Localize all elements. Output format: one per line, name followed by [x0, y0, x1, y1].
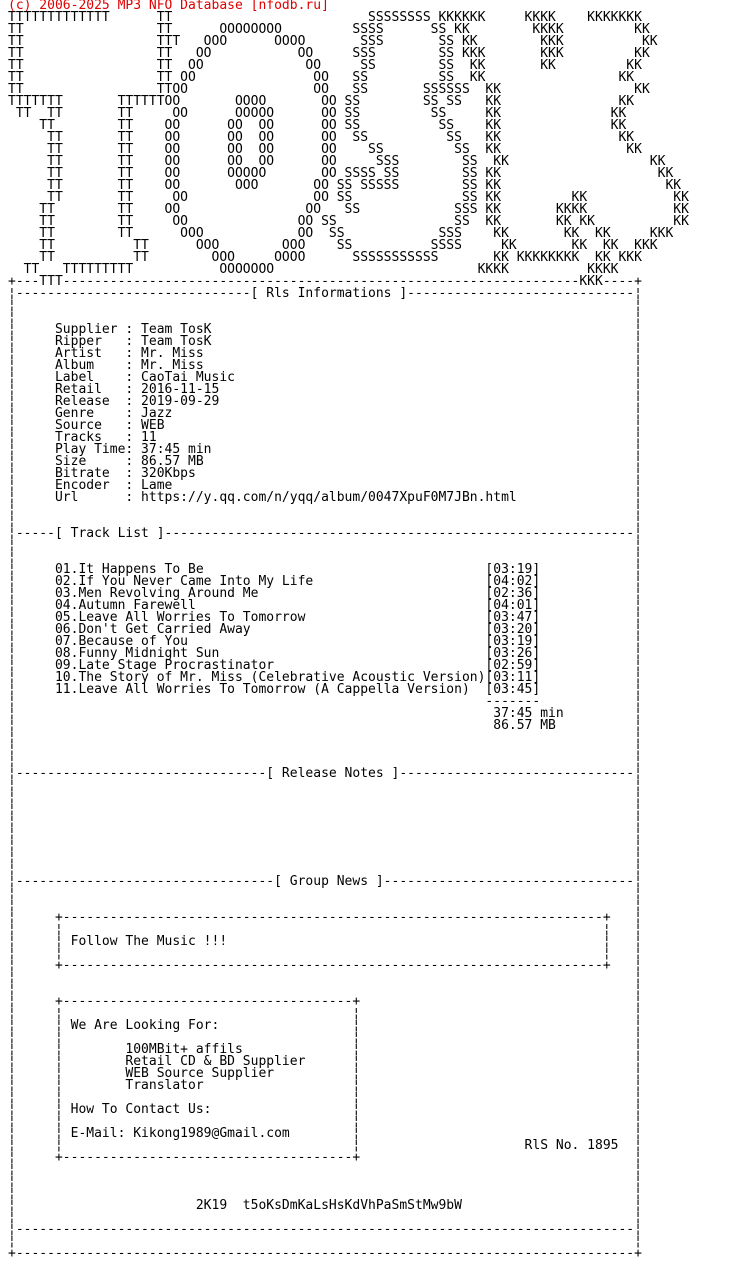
nfo-line: ¦ ¦ ¦ ¦	[8, 1030, 642, 1045]
nfo-line: ¦ ¦	[8, 1234, 642, 1249]
nfo-line: ¦ 03.Men Revolving Around Me [02:36] ¦	[8, 586, 642, 601]
nfo-line: ¦ ¦	[8, 970, 642, 985]
copyright-line: (c) 2006-2025 MP3 NFO Database [nfodb.ru]	[8, 0, 329, 13]
nfo-line: ¦ ¦	[8, 502, 642, 517]
nfo-line: ¦ ¦	[8, 982, 642, 997]
nfo-line: ¦ +-------------------------------------+ ¦	[8, 1150, 642, 1165]
nfo-line: ¦ ¦	[8, 778, 642, 793]
nfo-line: ¦ ¦	[8, 514, 642, 529]
nfo-line: ¦ Bitrate : 320Kbps ¦	[8, 466, 642, 481]
nfo-line: TT TTT OOO OOOO SSS SS KK KKK KK	[8, 34, 658, 49]
nfo-line: TT TT OO OO SSS SS KKK KKK KK	[8, 46, 650, 61]
nfo-line: TT TT TT OO OOOOO OO SS SS KK KK	[8, 106, 627, 121]
nfo-line: ¦ ------- ¦	[8, 694, 642, 709]
nfo-line: ¦ ¦	[8, 898, 642, 913]
nfo-line: TT TT OO OOOOO OO SSSS SS SS KK KK	[8, 166, 674, 181]
nfo-line: TT TT OO OO SS SS KK KK KK	[8, 58, 642, 73]
nfo-line: TT TT OO OO SS SSS KK KKKK KK	[8, 202, 689, 217]
nfo-line: ¦ ¦ How To Contact Us: ¦ ¦	[8, 1102, 642, 1117]
nfo-line: ¦ ¦ ¦ ¦	[8, 1006, 642, 1021]
nfo-line: ¦ 2K19 t5oKsDmKaLsHsKdVhPaSmStMw9bW ¦	[8, 1198, 642, 1213]
nfo-line: TT TT OO OO OO OO SS SS KK KK	[8, 118, 627, 133]
nfo-line: ¦ +-------------------------------------+ ¦	[8, 994, 642, 1009]
nfo-line: +-------------------------------------------------------------------------------+	[8, 1246, 642, 1261]
nfo-line: TT TT OOO OOOO SSSSSSSSSSS KK KKKKKKKK KK KKK	[8, 250, 642, 265]
nfo-line: TT TT OO OO SS SS KK KK KK KK	[8, 214, 689, 229]
nfo-line: TT TT OO OOO OO SS SSSSS SS KK KK	[8, 178, 682, 193]
nfo-line: TT TT OO OO SS SS KK KK	[8, 70, 635, 85]
nfo-line: ¦ Encoder : Lame ¦	[8, 478, 642, 493]
nfo-line: ¦ ¦	[8, 886, 642, 901]
nfo-line: ¦ +---------------------------------------------------------------------+ ¦	[8, 910, 642, 925]
nfo-line: ¦ 01.It Happens To Be [03:19] ¦	[8, 562, 642, 577]
nfo-line: ¦ Url : https://y.qq.com/n/yqq/album/0047XpuF0M7JBn.html ¦	[8, 490, 642, 505]
nfo-line: ¦ Album : Mr. Miss ¦	[8, 358, 642, 373]
nfo-line: ¦-----[ Track List ]------------------------------------------------------------¦	[8, 526, 642, 541]
nfo-line: ¦ 07.Because of You [03:19] ¦	[8, 634, 642, 649]
nfo-line: ¦ 06.Don't Get Carried Away [03:20] ¦	[8, 622, 642, 637]
nfo-line: ¦---------------------------------[ Group News ]--------------------------------¦	[8, 874, 642, 889]
nfo-line: TTTTTTT TTTTTTOO OOOO OO SS SS SS KK KK	[8, 94, 635, 109]
nfo-line: ¦ 11.Leave All Worries To Tomorrow (A Cappella Version) [03:45] ¦	[8, 682, 642, 697]
nfo-line: TT TT OOO OOO SS SSSS KK KK KK KKK	[8, 238, 658, 253]
nfo-line: ¦ ¦	[8, 1210, 642, 1225]
nfo-line: ¦ 08.Funny Midnight Sun [03:26] ¦	[8, 646, 642, 661]
nfo-line: ¦ 37:45 min ¦	[8, 706, 642, 721]
nfo-line: ¦ Artist : Mr. Miss ¦	[8, 346, 642, 361]
nfo-line: ¦ ¦ E-Mail: Kikong1989@Gmail.com ¦ ¦	[8, 1126, 642, 1141]
nfo-line: ¦ ¦ WEB Source Supplier ¦ ¦	[8, 1066, 642, 1081]
nfo-line: TT TT OOO OO SS SSS KK KK KK KKK	[8, 226, 674, 241]
nfo-line: +---TTT------------------------------------------------------------------KKK----+	[8, 274, 642, 289]
nfo-line: ¦ Release : 2019-09-29 ¦	[8, 394, 642, 409]
nfo-line: ¦ ¦	[8, 790, 642, 805]
nfo-line: ¦ ¦	[8, 802, 642, 817]
nfo-line: TT TT OO OO SS SS KK KK KK	[8, 190, 689, 205]
nfo-line: ¦ ¦	[8, 538, 642, 553]
nfo-line: ¦ 86.57 MB ¦	[8, 718, 642, 733]
nfo-line: TT TTTTTTTTT OOOOOOO KKKK KKKK	[8, 262, 619, 277]
nfo-line: ¦ ¦	[8, 1162, 642, 1177]
nfo-line: ¦ Play Time: 37:45 min ¦	[8, 442, 642, 457]
nfo-line: ¦ ¦	[8, 850, 642, 865]
nfo-line: ¦ Retail : 2016-11-15 ¦	[8, 382, 642, 397]
nfo-line: ¦ ¦ ¦ ¦	[8, 922, 642, 937]
nfo-line: TT TT OO OO OO OO SSS SS KK KK	[8, 154, 666, 169]
nfo-line: ¦ ¦ We Are Looking For: ¦ ¦	[8, 1018, 642, 1033]
nfo-line: ¦ ¦	[8, 742, 642, 757]
nfo-text	[8, 0, 689, 1260]
nfo-line: ¦ Source : WEB ¦	[8, 418, 642, 433]
nfo-line: ¦ ¦	[8, 754, 642, 769]
nfo-line: ¦ ¦ ¦ RlS No. 1895 ¦	[8, 1138, 642, 1153]
nfo-line: ¦ ¦	[8, 298, 642, 313]
nfo-line: ¦ 09.Late Stage Procrastinator [02:59] ¦	[8, 658, 642, 673]
nfo-line: ¦ 04.Autumn Farewell [04:01] ¦	[8, 598, 642, 613]
nfo-line: ¦-------------------------------------------------------------------------------¦	[8, 1222, 642, 1237]
nfo-line: ¦ Genre : Jazz ¦	[8, 406, 642, 421]
nfo-line: ¦------------------------------[ Rls Informations ]-----------------------------¦	[8, 286, 642, 301]
nfo-line: ¦ ¦ ¦ ¦	[8, 1090, 642, 1105]
nfo-line: ¦ Ripper : Team TosK ¦	[8, 334, 642, 349]
nfo-line: ¦--------------------------------[ Release Notes ]------------------------------¦	[8, 766, 642, 781]
nfo-line: ¦ ¦ 100MBit+ affils ¦ ¦	[8, 1042, 642, 1057]
nfo-line: ¦ ¦	[8, 1186, 642, 1201]
nfo-line: ¦ Supplier : Team TosK ¦	[8, 322, 642, 337]
nfo-lines	[8, 12, 689, 1260]
nfo-line: ¦ 05.Leave All Worries To Tomorrow [03:47] ¦	[8, 610, 642, 625]
nfo-line: TT TT OO OO OO OO SS SS KK KK	[8, 142, 642, 157]
nfo-line: ¦ ¦	[8, 814, 642, 829]
nfo-line: TT TTOO OO SS SSSSSS KK KK	[8, 82, 650, 97]
nfo-line: ¦ ¦ Retail CD & BD Supplier ¦ ¦	[8, 1054, 642, 1069]
nfo-line: ¦ ¦	[8, 550, 642, 565]
nfo-line: ¦ ¦	[8, 826, 642, 841]
nfo-line: TT TT OOOOOOOO SSSS SS KK KKKK KK	[8, 22, 650, 37]
nfo-line: ¦ ¦ Translator ¦ ¦	[8, 1078, 642, 1093]
nfo-line: ¦ +---------------------------------------------------------------------+ ¦	[8, 958, 642, 973]
nfo-line: ¦ ¦	[8, 310, 642, 325]
nfo-line: ¦ ¦	[8, 862, 642, 877]
nfo-line: ¦ ¦ Follow The Music !!! ¦ ¦	[8, 934, 642, 949]
nfo-line: ¦ ¦	[8, 1174, 642, 1189]
nfo-line: ¦ 10.The Story of Mr. Miss (Celebrative Acoustic Version)[03:11] ¦	[8, 670, 642, 685]
nfo-line: ¦ ¦	[8, 838, 642, 853]
nfo-line: ¦ Label : CaoTai Music ¦	[8, 370, 642, 385]
nfo-line: ¦ ¦	[8, 730, 642, 745]
nfo-line: ¦ ¦ ¦ ¦	[8, 1114, 642, 1129]
nfo-line: ¦ Size : 86.57 MB ¦	[8, 454, 642, 469]
nfo-line: TTTTTTTTTTTTT TT SSSSSSSS KKKKKK KKKK KKKKKKK	[8, 10, 642, 25]
nfo-line: ¦ Tracks : 11 ¦	[8, 430, 642, 445]
nfo-line: ¦ 02.If You Never Came Into My Life [04:02] ¦	[8, 574, 642, 589]
nfo-line: ¦ ¦ ¦ ¦	[8, 946, 642, 961]
nfo-line: TT TT OO OO OO OO SS SS KK KK	[8, 130, 635, 145]
